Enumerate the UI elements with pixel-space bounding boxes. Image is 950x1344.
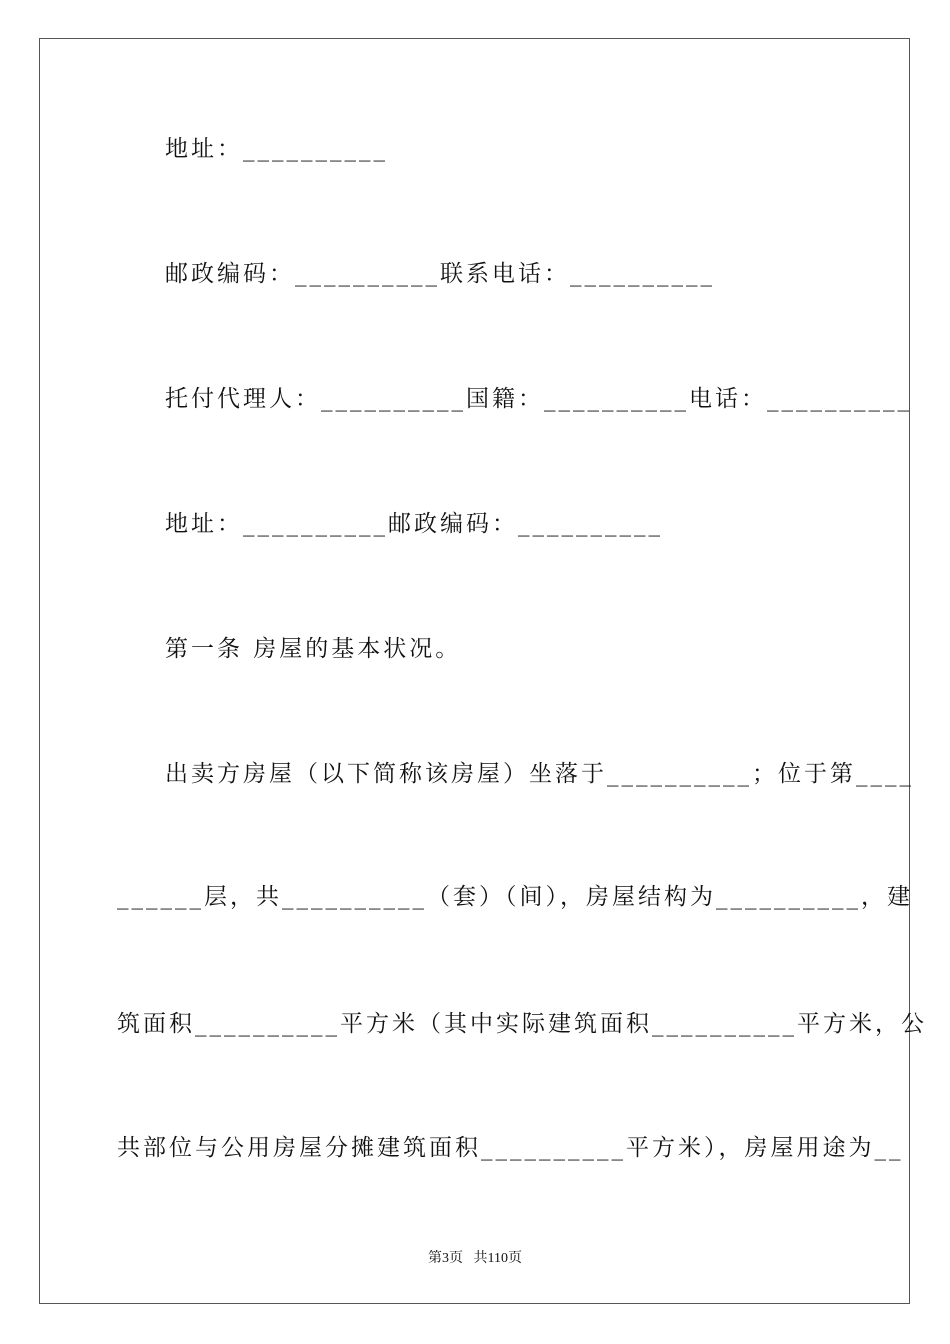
paragraph-line-1: 出卖方房屋（以下简称该房屋）坐落于__________；位于第____	[165, 761, 914, 787]
paragraph-line-2: ______层，共__________（套）（间），房屋结构为__________，建	[117, 884, 913, 910]
address-line: 地址：__________	[165, 136, 388, 162]
agent-nationality-phone-line: 托付代理人：__________国籍：__________电话：__________	[165, 386, 912, 412]
postcode-phone-line: 邮政编码：__________联系电话：__________	[165, 261, 715, 287]
page-border	[39, 38, 910, 1304]
page-number-footer: 第3页 共110页	[428, 1251, 522, 1266]
paragraph-line-4: 共部位与公用房屋分摊建筑面积__________平方米），房屋用途为__	[117, 1135, 904, 1161]
article-one-heading: 第一条 房屋的基本状况。	[165, 636, 462, 662]
paragraph-line-3: 筑面积__________平方米（其中实际建筑面积__________平方米，公	[117, 1011, 927, 1037]
agent-address-postcode-line: 地址：__________邮政编码：__________	[165, 511, 663, 537]
